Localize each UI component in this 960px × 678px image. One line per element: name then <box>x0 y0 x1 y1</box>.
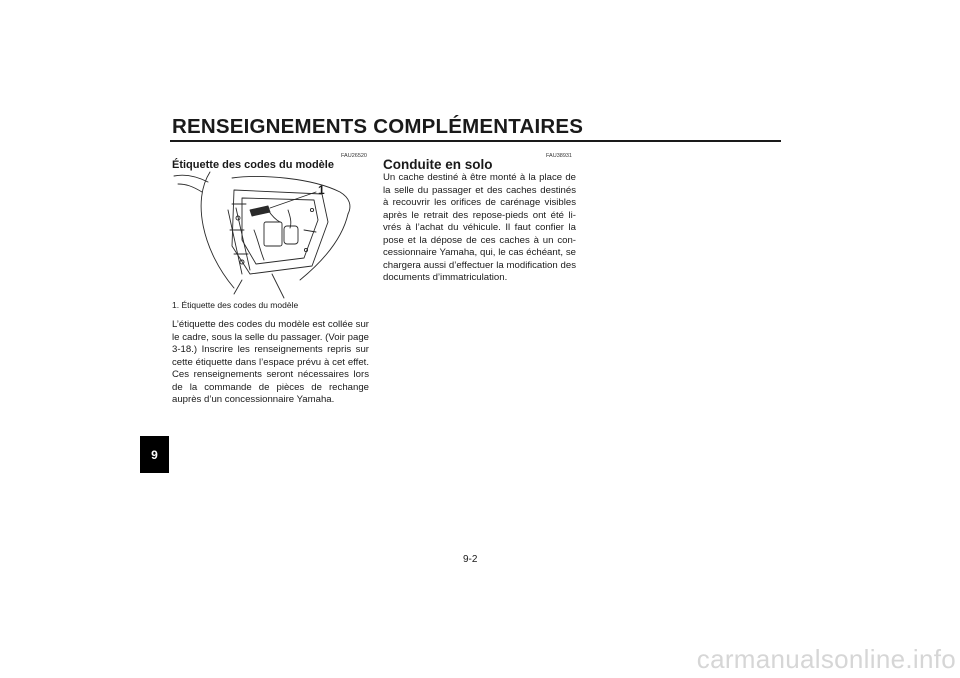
model-label-paragraph: L’étiquette des codes du modèle est collée sur le cadre, sous la selle du passager. (Voir page 3-18.) Inscrire les renseignements repris sur cette étiquette dans l’espace prévu à cet effet. Ces renseignements seront nécessaires lors de la commande de pièces de rechange auprès d’un concessionnaire Yamaha. <box>172 319 369 405</box>
section-heading-solo-riding: Conduite en solo <box>383 157 493 172</box>
page-number: 9-2 <box>463 554 478 565</box>
chapter-number: 9 <box>151 447 158 462</box>
figure-callout-number: 1 <box>318 183 325 197</box>
motorcycle-frame-illustration <box>172 170 372 300</box>
figure-caption: 1. Étiquette des codes du modèle <box>172 300 299 310</box>
section-code-left: FAU26520 <box>341 153 367 159</box>
section-code-right: FAU38931 <box>546 153 572 159</box>
model-label-figure <box>172 170 372 300</box>
watermark: carmanualsonline.info <box>696 644 956 674</box>
section-heading-model-label: Étiquette des codes du modèle <box>172 159 334 171</box>
solo-riding-paragraph: Un cache destiné à être monté à la place de la selle du passager et des caches destinés à recouvrir les orifices de carénage visibles après le retrait des repose-pieds ont été livrés à l’achat du véhicule. Il faut confier la pose et la dépose de ces caches à un concessionnaire Yamaha, qui, le cas échéant, se chargera aussi d’effectuer la modification des documents d’immatriculation. <box>383 172 576 283</box>
title-rule <box>170 140 781 142</box>
page-title: RENSEIGNEMENTS COMPLÉMENTAIRES <box>172 115 584 138</box>
chapter-tab <box>140 436 169 473</box>
